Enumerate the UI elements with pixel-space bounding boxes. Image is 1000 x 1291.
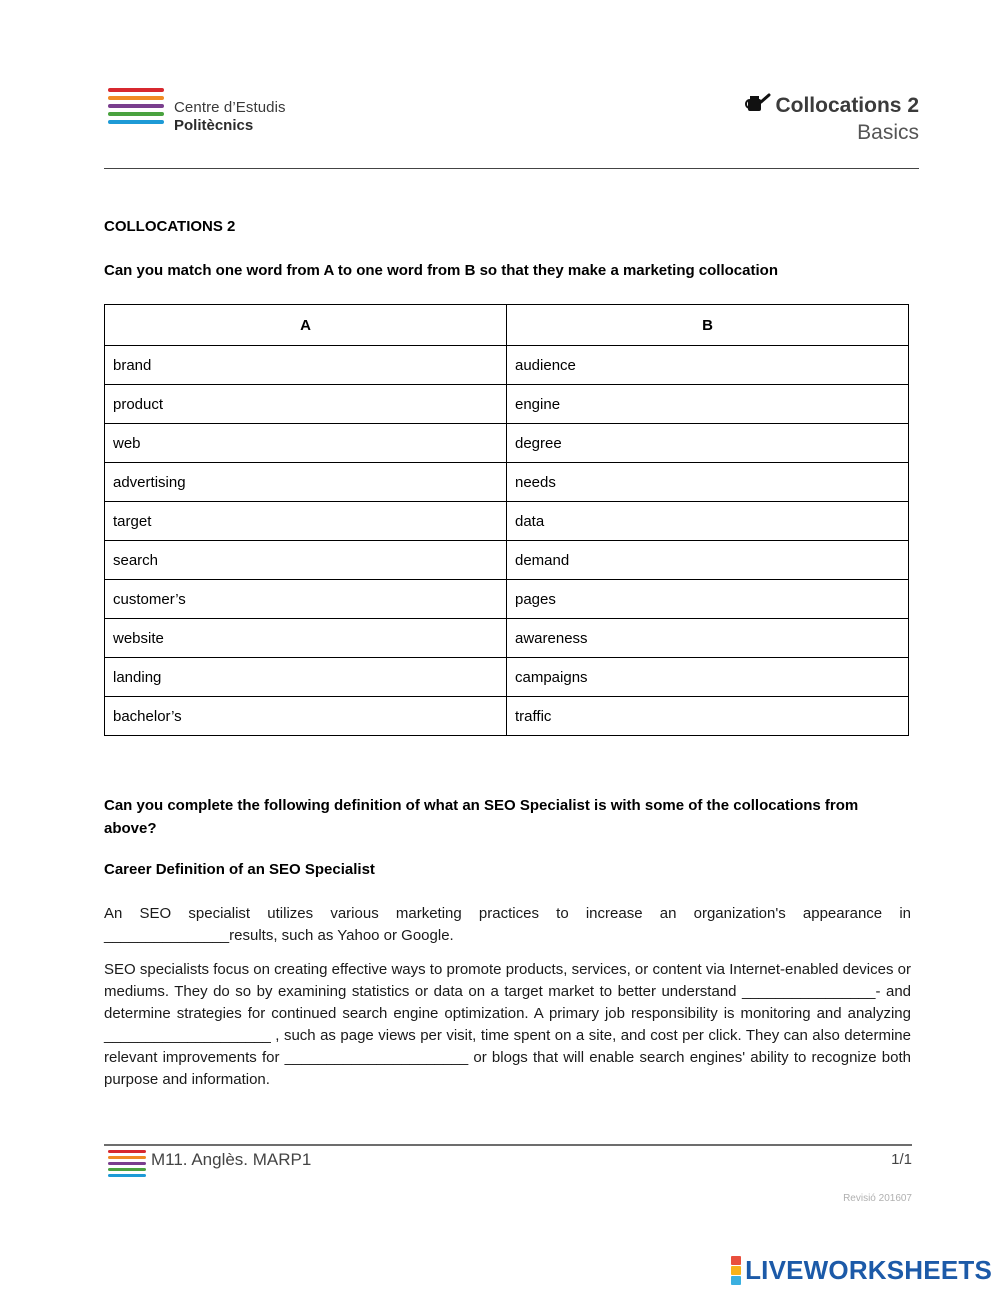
page-number: 1/1 [891, 1151, 912, 1168]
worksheet-heading: COLLOCATIONS 2 [104, 218, 236, 235]
logo-bar [108, 1156, 146, 1159]
liveworksheets-logo[interactable] [731, 1254, 992, 1286]
cell-b: needs [507, 463, 909, 502]
brand-block [731, 1276, 741, 1285]
document-title: Collocations 2 [775, 94, 919, 117]
cell-a: target [105, 502, 507, 541]
logo-line-2: Politècnics [174, 117, 254, 134]
logo-bar [108, 1162, 146, 1165]
header-divider [104, 168, 919, 169]
table-row [105, 541, 909, 580]
footer-module-label: M11. Anglès. MARP1 [151, 1150, 312, 1169]
logo-bar [108, 1174, 146, 1177]
cell-a: brand [105, 346, 507, 385]
logo-bar [108, 1150, 146, 1153]
question-1: Can you match one word from A to one word from B so that they make a marketing collocation [104, 262, 778, 279]
cell-b: engine [507, 385, 909, 424]
cell-b: awareness [507, 619, 909, 658]
footer-divider [104, 1144, 912, 1146]
logo-bar [108, 96, 164, 100]
cell-a: website [105, 619, 507, 658]
logo-bar [108, 88, 164, 92]
definition-paragraph-1: An SEO specialist utilizes various marketing practices to increase an organization's appearance in _______________results, such as Yahoo or Google. [104, 905, 911, 944]
logo-bar [108, 112, 164, 116]
cell-a: product [105, 385, 507, 424]
revision-label: Revisió 201607 [843, 1193, 912, 1204]
cell-b: demand [507, 541, 909, 580]
table-row [105, 580, 909, 619]
question-2: Can you complete the following definition of what an SEO Specialist is with some of the collocations from above? [104, 797, 859, 837]
institution-logo-text [174, 99, 286, 135]
logo-bar [108, 120, 164, 124]
cell-b: traffic [507, 697, 909, 736]
cell-b: campaigns [507, 658, 909, 697]
table-row [105, 619, 909, 658]
definition-paragraph-2: SEO specialists focus on creating effective ways to promote products, services, or content via Internet-enabled devices or mediums. They do so by examining statistics or data on a target market to better understand ________________- and determine strategies for continued search engine optimization. A primary job responsibility is monitoring and analyzing ____________________ , such as page views per visit, time spent on a site, and cost per click. They can also determine relevant improvements for ______________________ or blogs that will enable search engines' ability to recognize both purpose and information. [104, 961, 911, 1088]
cell-a: bachelor’s [105, 697, 507, 736]
cell-b: degree [507, 424, 909, 463]
liveworksheets-blocks-icon [731, 1255, 741, 1285]
document-header [745, 92, 919, 146]
table-row [105, 697, 909, 736]
logo-line-1: Centre d’Estudis [174, 99, 286, 116]
footer-logo-bars [108, 1150, 146, 1180]
watering-can-icon [745, 92, 771, 114]
cell-a: customer’s [105, 580, 507, 619]
cell-b: data [507, 502, 909, 541]
table-row [105, 385, 909, 424]
table-row [105, 463, 909, 502]
cell-a: advertising [105, 463, 507, 502]
brand-block [731, 1266, 741, 1275]
table-row [105, 658, 909, 697]
column-header-b: B [507, 305, 909, 346]
cell-b: pages [507, 580, 909, 619]
cell-a: search [105, 541, 507, 580]
table-row [105, 346, 909, 385]
column-header-a: A [105, 305, 507, 346]
institution-logo-bars [108, 88, 164, 128]
cell-b: audience [507, 346, 909, 385]
brand-block [731, 1256, 741, 1265]
header-title-row [745, 92, 919, 120]
logo-bar [108, 1168, 146, 1171]
document-subtitle: Basics [857, 121, 919, 144]
cell-a: landing [105, 658, 507, 697]
table-row [105, 502, 909, 541]
cell-a: web [105, 424, 507, 463]
liveworksheets-wordmark: LIVEWORKSHEETS [745, 1254, 992, 1285]
table-row [105, 424, 909, 463]
collocations-table [104, 304, 909, 736]
table-header-row [105, 305, 909, 346]
logo-bar [108, 104, 164, 108]
career-definition-heading: Career Definition of an SEO Specialist [104, 861, 375, 878]
